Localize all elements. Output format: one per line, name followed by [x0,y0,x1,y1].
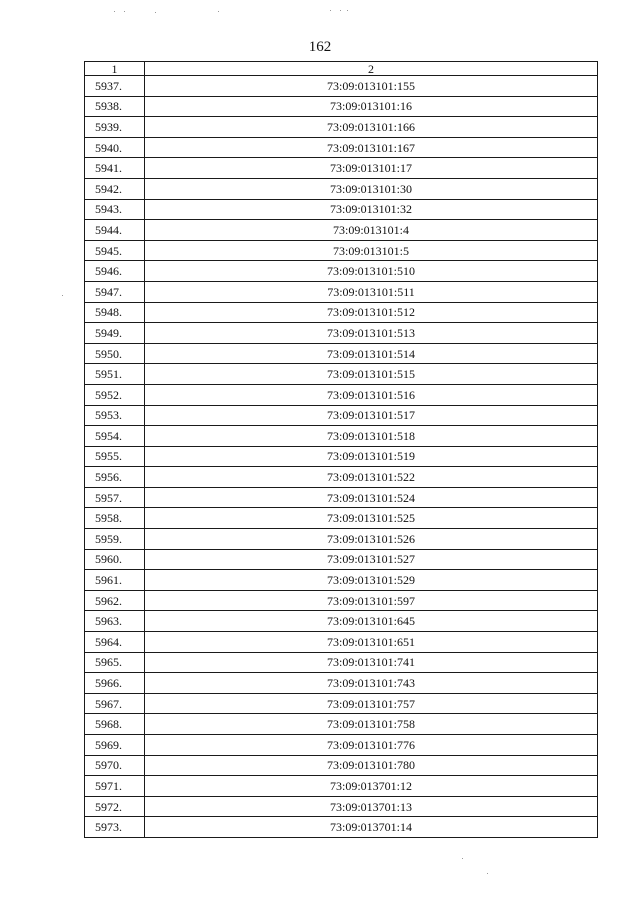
cadastral-number-cell: 73:09:013101:5 [145,240,598,261]
cadastral-number-cell: 73:09:013101:16 [145,96,598,117]
table-row [85,652,598,673]
cadastral-number-cell: 73:09:013101:32 [145,199,598,220]
row-number-cell: 5953. [85,405,145,426]
row-number-cell: 5971. [85,776,145,797]
row-number-cell: 5947. [85,281,145,302]
table-row [85,817,598,838]
row-number-cell: 5972. [85,796,145,817]
row-number-cell: 5973. [85,817,145,838]
table-row [85,240,598,261]
row-number-cell: 5967. [85,693,145,714]
cadastral-number-cell: 73:09:013101:517 [145,405,598,426]
cadastral-number-cell: 73:09:013101:780 [145,755,598,776]
row-number-cell: 5969. [85,735,145,756]
table-row [85,467,598,488]
table-row [85,76,598,97]
scan-speck [155,12,156,13]
column-header-cadastral-number: 2 [145,62,598,76]
cadastral-number-cell: 73:09:013101:743 [145,673,598,694]
table-row [85,487,598,508]
table-row [85,199,598,220]
scan-speck [218,11,219,12]
table-row [85,529,598,550]
table-row [85,384,598,405]
cadastral-number-cell: 73:09:013101:522 [145,467,598,488]
table-row [85,714,598,735]
row-number-cell: 5939. [85,117,145,138]
cadastral-number-cell: 73:09:013101:166 [145,117,598,138]
row-number-cell: 5966. [85,673,145,694]
table-row [85,261,598,282]
row-number-cell: 5937. [85,76,145,97]
page-number: 162 [308,39,332,55]
table-row [85,508,598,529]
cadastral-number-cell: 73:09:013101:758 [145,714,598,735]
table-row [85,426,598,447]
cadastral-number-cell: 73:09:013101:17 [145,158,598,179]
cadastral-number-cell: 73:09:013701:14 [145,817,598,838]
cadastral-number-cell: 73:09:013101:516 [145,384,598,405]
row-number-cell: 5945. [85,240,145,261]
table-row [85,570,598,591]
table-row [85,755,598,776]
row-number-cell: 5938. [85,96,145,117]
cadastral-number-cell: 73:09:013101:741 [145,652,598,673]
cadastral-number-cell: 73:09:013101:514 [145,343,598,364]
cadastral-number-cell: 73:09:013101:515 [145,364,598,385]
cadastral-number-cell: 73:09:013101:529 [145,570,598,591]
row-number-cell: 5955. [85,446,145,467]
cadastral-number-cell: 73:09:013701:12 [145,776,598,797]
row-number-cell: 5946. [85,261,145,282]
row-number-cell: 5940. [85,137,145,158]
cadastral-number-cell: 73:09:013101:525 [145,508,598,529]
scan-speck [340,10,341,11]
scan-speck [347,10,348,11]
table-row [85,281,598,302]
cadastral-number-cell: 73:09:013101:513 [145,323,598,344]
cadastral-number-cell: 73:09:013101:167 [145,137,598,158]
table-row [85,137,598,158]
cadastral-number-cell: 73:09:013101:518 [145,426,598,447]
row-number-cell: 5954. [85,426,145,447]
cadastral-number-cell: 73:09:013101:4 [145,220,598,241]
cadastral-number-cell: 73:09:013101:155 [145,76,598,97]
row-number-cell: 5963. [85,611,145,632]
row-number-cell: 5961. [85,570,145,591]
table-row [85,158,598,179]
cadastral-number-cell: 73:09:013101:597 [145,590,598,611]
cadastral-number-cell: 73:09:013101:524 [145,487,598,508]
table-row [85,673,598,694]
table-body [85,76,598,838]
cadastral-number-table [84,61,598,838]
row-number-cell: 5950. [85,343,145,364]
table-row [85,693,598,714]
row-number-cell: 5968. [85,714,145,735]
cadastral-number-cell: 73:09:013101:651 [145,632,598,653]
row-number-cell: 5965. [85,652,145,673]
cadastral-number-cell: 73:09:013101:776 [145,735,598,756]
cadastral-number-cell: 73:09:013101:757 [145,693,598,714]
table-row [85,405,598,426]
table-row [85,611,598,632]
table-row [85,178,598,199]
table-row [85,96,598,117]
cadastral-number-cell: 73:09:013101:512 [145,302,598,323]
row-number-cell: 5944. [85,220,145,241]
table-row [85,117,598,138]
table-row [85,776,598,797]
cadastral-number-cell: 73:09:013101:30 [145,178,598,199]
cadastral-number-cell: 73:09:013101:526 [145,529,598,550]
table-row [85,364,598,385]
cadastral-number-cell: 73:09:013101:519 [145,446,598,467]
table-row [85,220,598,241]
row-number-cell: 5951. [85,364,145,385]
row-number-cell: 5960. [85,549,145,570]
row-number-cell: 5941. [85,158,145,179]
table-row [85,549,598,570]
table-row [85,632,598,653]
table-row [85,323,598,344]
row-number-cell: 5948. [85,302,145,323]
row-number-cell: 5959. [85,529,145,550]
row-number-cell: 5957. [85,487,145,508]
table-header-row [85,62,598,76]
row-number-cell: 5952. [85,384,145,405]
cadastral-number-cell: 73:09:013101:527 [145,549,598,570]
column-header-number: 1 [85,62,145,76]
cadastral-number-cell: 73:09:013101:645 [145,611,598,632]
table-row [85,735,598,756]
cadastral-number-cell: 73:09:013701:13 [145,796,598,817]
row-number-cell: 5942. [85,178,145,199]
scan-speck [462,858,463,859]
row-number-cell: 5964. [85,632,145,653]
table-row [85,343,598,364]
row-number-cell: 5958. [85,508,145,529]
table-row [85,590,598,611]
row-number-cell: 5962. [85,590,145,611]
scan-speck [124,11,125,12]
cadastral-number-cell: 73:09:013101:511 [145,281,598,302]
scan-speck [62,295,63,296]
table-row [85,796,598,817]
row-number-cell: 5949. [85,323,145,344]
scan-speck [114,11,115,12]
scan-speck [330,10,331,11]
row-number-cell: 5970. [85,755,145,776]
row-number-cell: 5956. [85,467,145,488]
table-row [85,302,598,323]
row-number-cell: 5943. [85,199,145,220]
scan-speck [487,873,488,874]
table-row [85,446,598,467]
cadastral-number-cell: 73:09:013101:510 [145,261,598,282]
